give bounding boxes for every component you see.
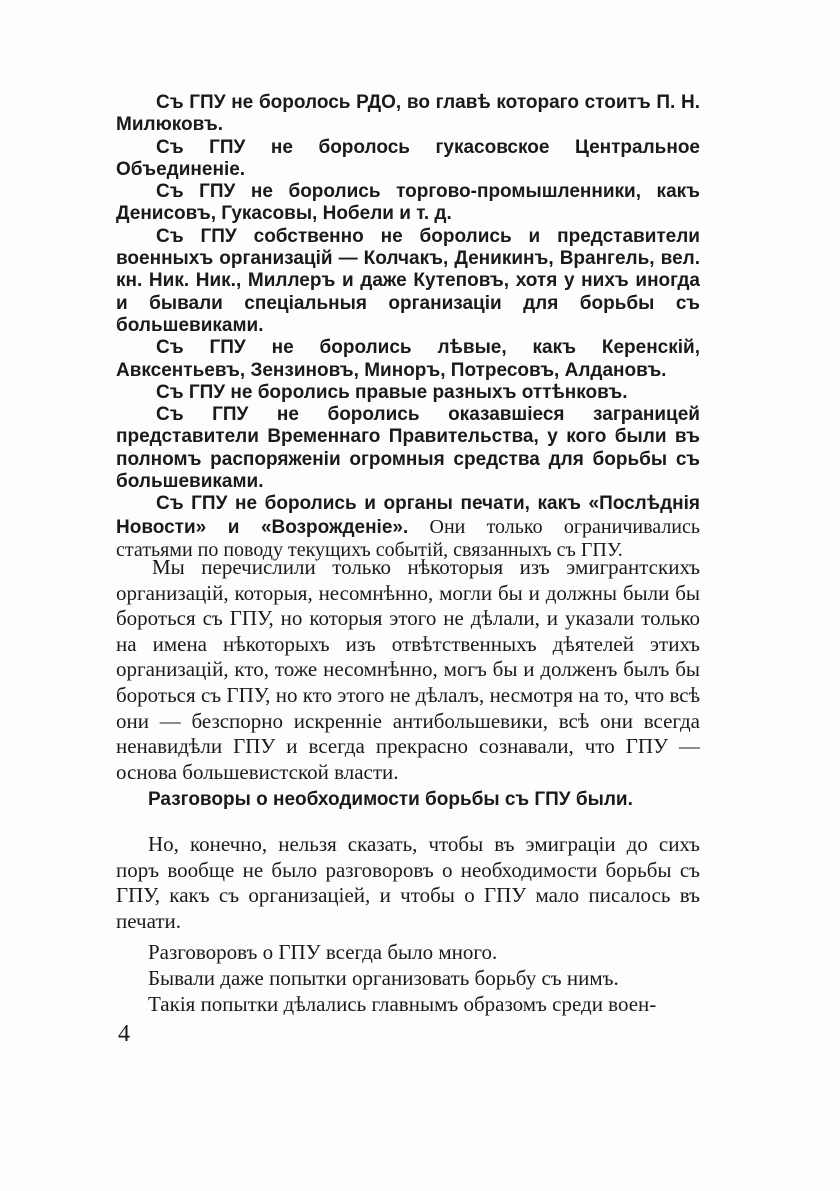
press-bold-sentence: Съ ГПУ не боролись и органы печати, какъ «Послѣднія Новости» и «Возрожденіе». <box>116 493 700 538</box>
paragraph-left-wing: Съ ГПУ не боролись лѣвые, какъ Керенскій, Авксентьевъ, Зензиновъ, Миноръ, Потресовъ, Алдановъ. <box>116 337 700 381</box>
summary-section <box>116 555 700 785</box>
page-number: 4 <box>118 1021 130 1047</box>
paragraph-attempts-military: Такія попытки дѣлались главнымъ образомъ среди воен- <box>148 991 657 1016</box>
paragraph-press <box>116 493 700 562</box>
paragraph-attempts: Бывали даже попытки организовать борьбу съ нимъ. <box>148 965 619 990</box>
paragraph-military-organizations: Съ ГПУ собственно не боролись и представители военныхъ организацій — Колчакъ, Деникинъ, Врангель, вел. кн. Ник. Ник., Миллеръ и даже Кутеповъ, хотя у нихъ иногда и бывали спеціальныя организаціи для борьбы съ большевиками. <box>116 225 700 336</box>
paragraph-rdo: Съ ГПУ не боролось РДО, во главѣ котораго стоитъ П. Н. Милюковъ. <box>116 92 700 136</box>
paragraph-provisional-government: Съ ГПУ не боролись оказавшіеся заграницей представители Временнаго Правительства, у кого были въ полномъ распоряженіи огромныя средства для борьбы съ большевиками. <box>116 404 700 493</box>
section-heading: Разговоры о необходимости борьбы съ ГПУ были. <box>148 789 633 810</box>
paragraph-industrialists: Съ ГПУ не боролись торгово-промышленники, какъ Денисовъ, Гукасовы, Нобели и т. д. <box>116 181 700 225</box>
paragraph-conversations: Но, конечно, нельзя сказать, чтобы въ эмиграціи до сихъ поръ вообще не было разговоровъ о необходимости борьбы съ ГПУ, какъ съ организаціей, и чтобы о ГПУ мало писалось въ печати. <box>116 832 700 933</box>
bold-paragraph-list <box>116 92 700 562</box>
lower-paragraph-list <box>116 832 700 1017</box>
paragraph-right-wing: Съ ГПУ не боролись правые разныхъ оттѣнковъ. <box>156 381 628 403</box>
paragraph-many-conversations: Разговоровъ о ГПУ всегда было много. <box>148 940 498 965</box>
press-regular-sentence: Они только ограничивались статьями по поводу текущихъ событій, связанныхъ съ ГПУ. <box>116 515 700 561</box>
paragraph-central-union: Съ ГПУ не боролось гукасовское Центральное Объединеніе. <box>116 136 700 180</box>
paragraph-summary: Мы перечислили только нѣкоторыя изъ эмигрантскихъ организацій, которыя, несомнѣнно, могли бы и должны были бы бороться съ ГПУ, но которыя этого не дѣлали, и указали только на имена нѣкоторыхъ изъ отвѣтственныхъ дѣятелей этихъ организацій, кто, тоже несомнѣнно, могъ бы и долженъ былъ бы бороться съ ГПУ, но кто этого не дѣлалъ, несмотря на то, что всѣ они — безспорно искренніе антибольшевики, всѣ они всегда ненавидѣли ГПУ и всегда прекрасно сознавали, что ГПУ — основа большевистской власти. <box>116 555 700 784</box>
